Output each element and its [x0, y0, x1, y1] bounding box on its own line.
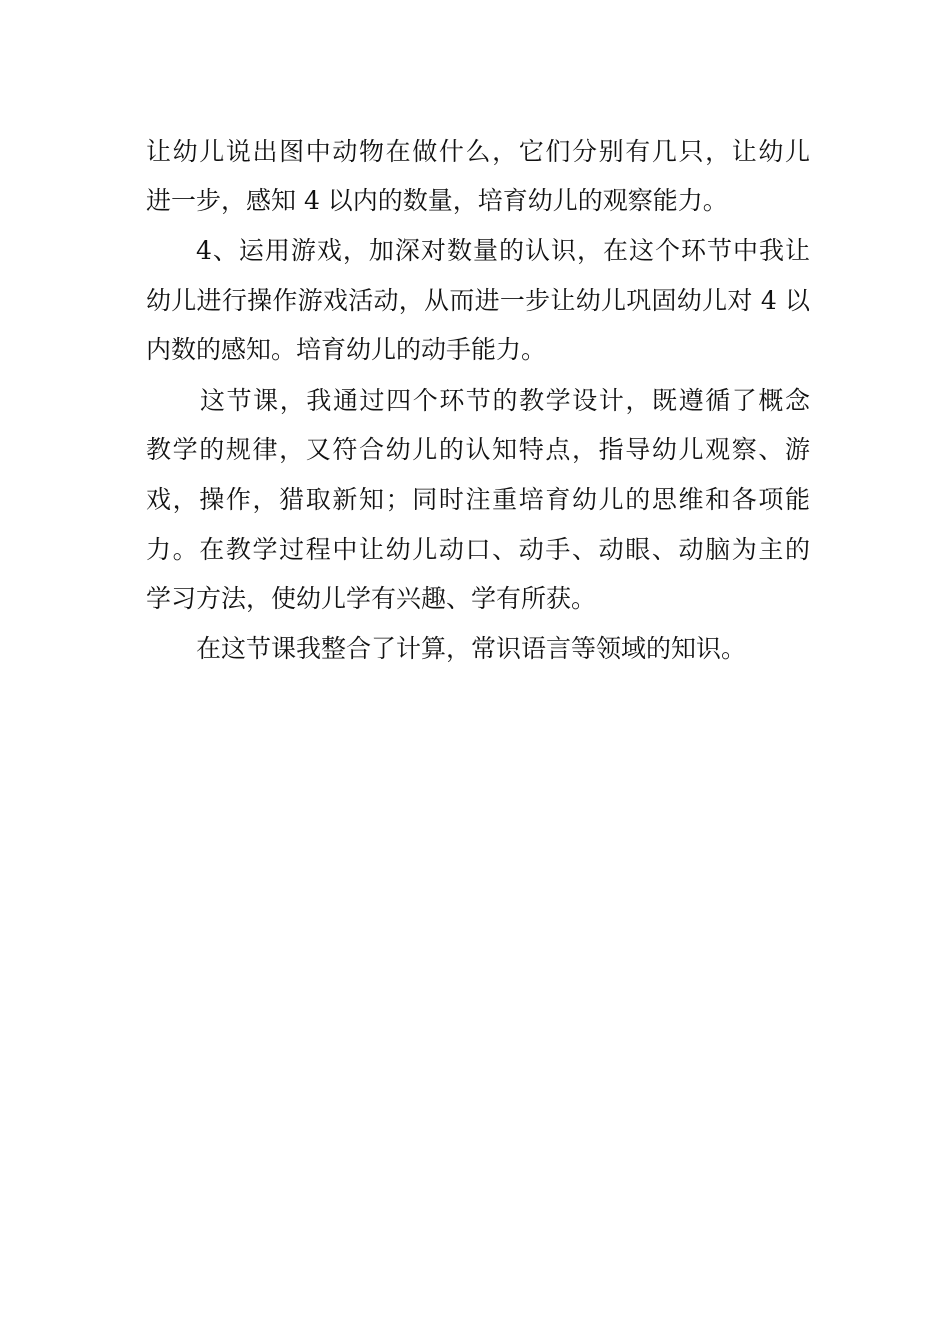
paragraph-2-line-1: 4、运用游戏，加深对数量的认识，在这个环节中我让: [196, 236, 810, 265]
paragraph-3-line-1: 这节课，我通过四个环节的教学设计，既遵循了概念: [200, 386, 810, 415]
paragraph-3-line-2: 教学的规律，又符合幼儿的认知特点，指导幼儿观察、游: [146, 435, 810, 464]
paragraph-3-line-3: 戏，操作，猎取新知；同时注重培育幼儿的思维和各项能: [146, 485, 810, 514]
paragraph-3-line-5: 学习方法，使幼儿学有兴趣、学有所获。: [146, 584, 597, 613]
paragraph-3-line-4: 力。在教学过程中让幼儿动口、动手、动眼、动脑为主的: [146, 535, 810, 564]
paragraph-1-line-1: 让幼儿说出图中动物在做什么，它们分别有几只，让幼儿: [146, 137, 810, 166]
paragraph-1-line-2: 进一步，感知 4 以内的数量，培育幼儿的观察能力。: [146, 186, 728, 215]
paragraph-2-line-3: 内数的感知。培育幼儿的动手能力。: [146, 335, 547, 364]
paragraph-2-line-2: 幼儿进行操作游戏活动，从而进一步让幼儿巩固幼儿对 4 以: [146, 286, 810, 315]
paragraph-4-line-1: 在这节课我整合了计算，常识语言等领域的知识。: [196, 634, 747, 663]
